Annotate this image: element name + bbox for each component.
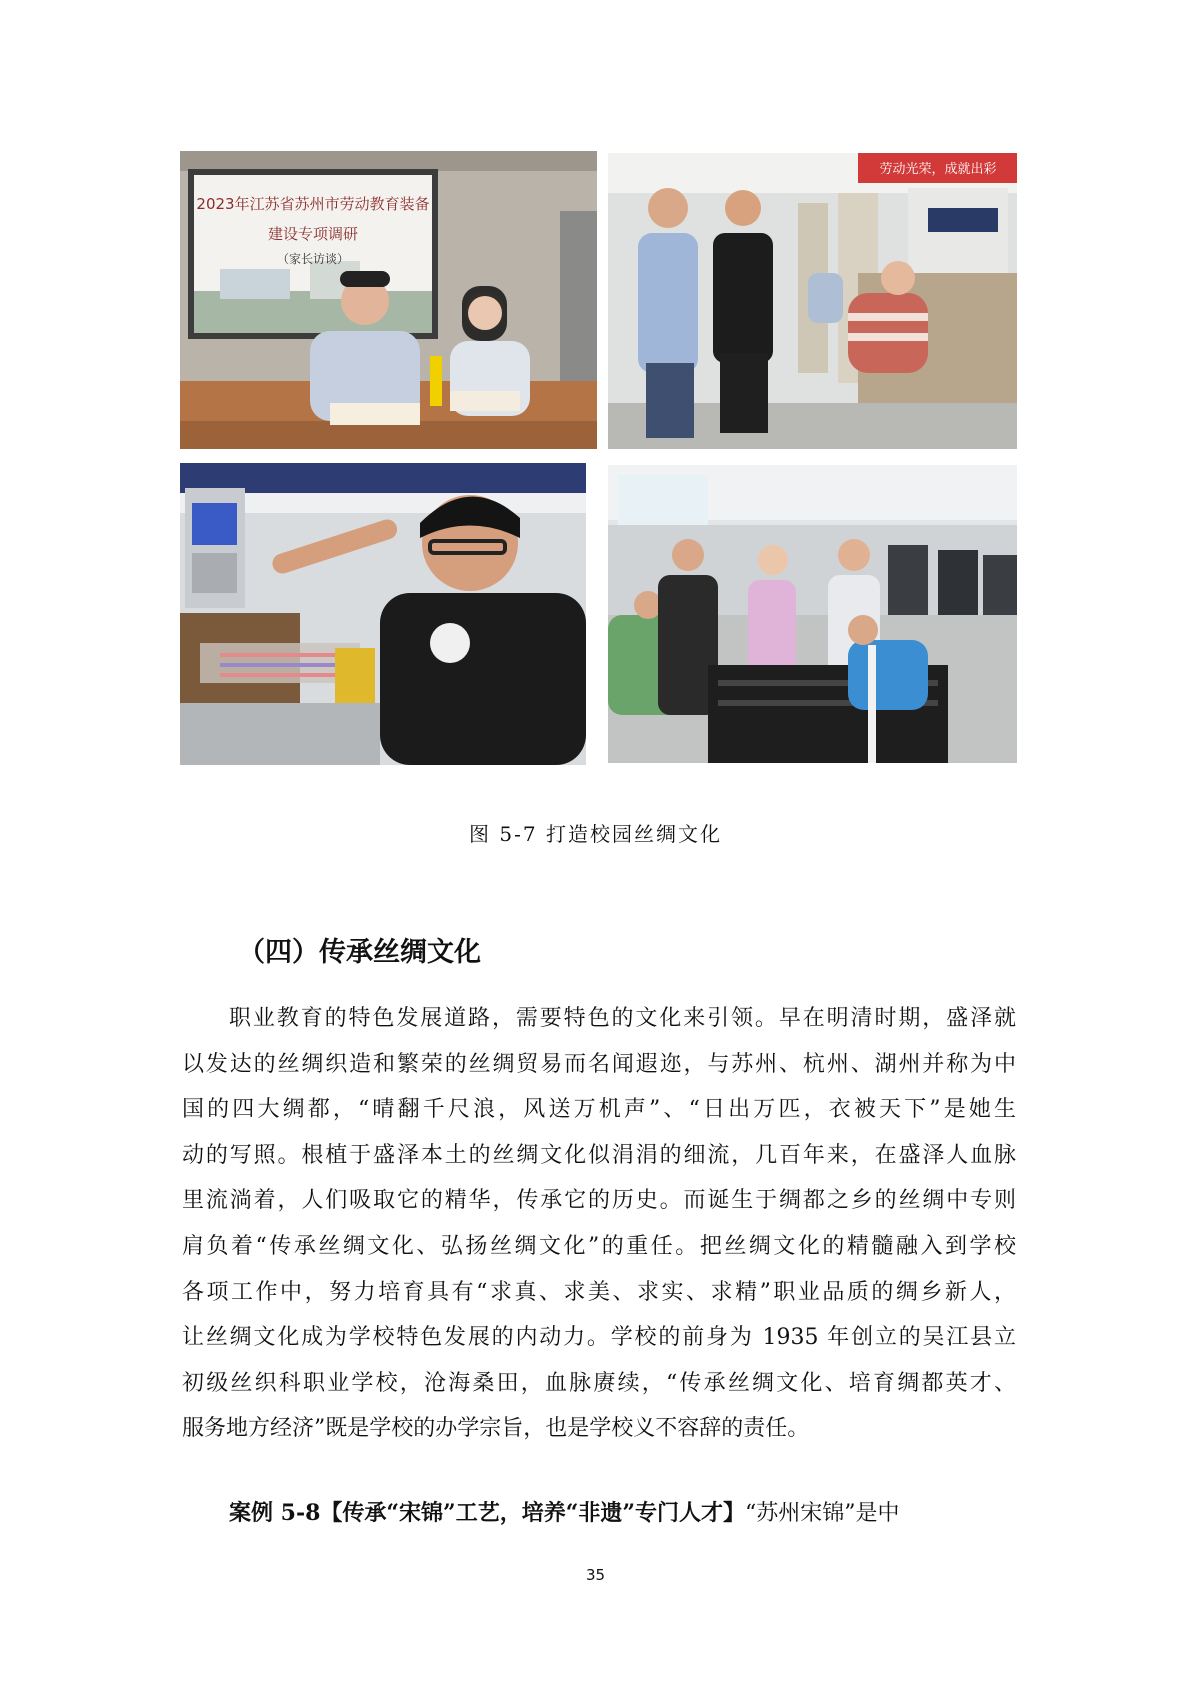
photo-loom-operator	[180, 463, 586, 765]
slide-title-line-3: （家长访谈）	[276, 252, 350, 266]
photo-meeting	[180, 151, 597, 449]
page-number: 35	[585, 1566, 606, 1584]
paragraph-line: 肩负着“传承丝绸文化、弘扬丝绸文化”的重任。把丝绸文化的精髓融入到学校	[182, 1233, 1016, 1259]
section-paragraph	[182, 996, 1016, 1452]
photo-loom-visit	[608, 153, 1017, 449]
paragraph-line: 初级丝织科职业学校，沧海桑田，血脉赓续，“传承丝绸文化、培育绸都英才、	[182, 1370, 1016, 1396]
figure-caption: 图 5-7 打造校园丝绸文化	[469, 822, 722, 846]
paragraph-line: 国的四大绸都，“晴翻千尺浪，风送万机声”、“日出万匹，衣被天下”是她生	[182, 1097, 1016, 1123]
paragraph-line: 以发达的丝绸织造和繁荣的丝绸贸易而名闻遐迩，与苏州、杭州、湖州并称为中	[182, 1051, 1016, 1077]
case-title: 案例 5-8【传承“宋锦”工艺，培养“非遗”专门人才】	[229, 1500, 746, 1526]
wall-banner: 劳动光荣，成就出彩	[879, 162, 997, 177]
paragraph-line: 让丝绸文化成为学校特色发展的内动力。学校的前身为 1935 年创立的吴江县立	[182, 1325, 1016, 1351]
paragraph-line: 职业教育的特色发展道路，需要特色的文化来引领。早在明清时期，盛泽就	[229, 1006, 1016, 1031]
section-heading: （四）传承丝绸文化	[238, 937, 481, 968]
photo-workshop-visit	[608, 465, 1017, 763]
case-line	[229, 1496, 1016, 1527]
paragraph-line: 里流淌着，人们吸取它的精华，传承它的历史。而诞生于绸都之乡的丝绸中专则	[182, 1188, 1016, 1214]
paragraph-line: 服务地方经济”既是学校的办学宗旨，也是学校义不容辞的责任。	[182, 1416, 810, 1442]
paragraph-line: 各项工作中，努力培育具有“求真、求美、求实、求精”职业品质的绸乡新人，	[182, 1279, 1016, 1305]
case-text: “苏州宋锦”是中	[745, 1501, 900, 1526]
paragraph-line: 动的写照。根植于盛泽本土的丝绸文化似涓涓的细流，几百年来，在盛泽人血脉	[182, 1142, 1016, 1168]
slide-title-line-2: 建设专项调研	[267, 225, 359, 243]
slide-title-line-1: 2023年江苏省苏州市劳动教育装备	[196, 195, 430, 213]
